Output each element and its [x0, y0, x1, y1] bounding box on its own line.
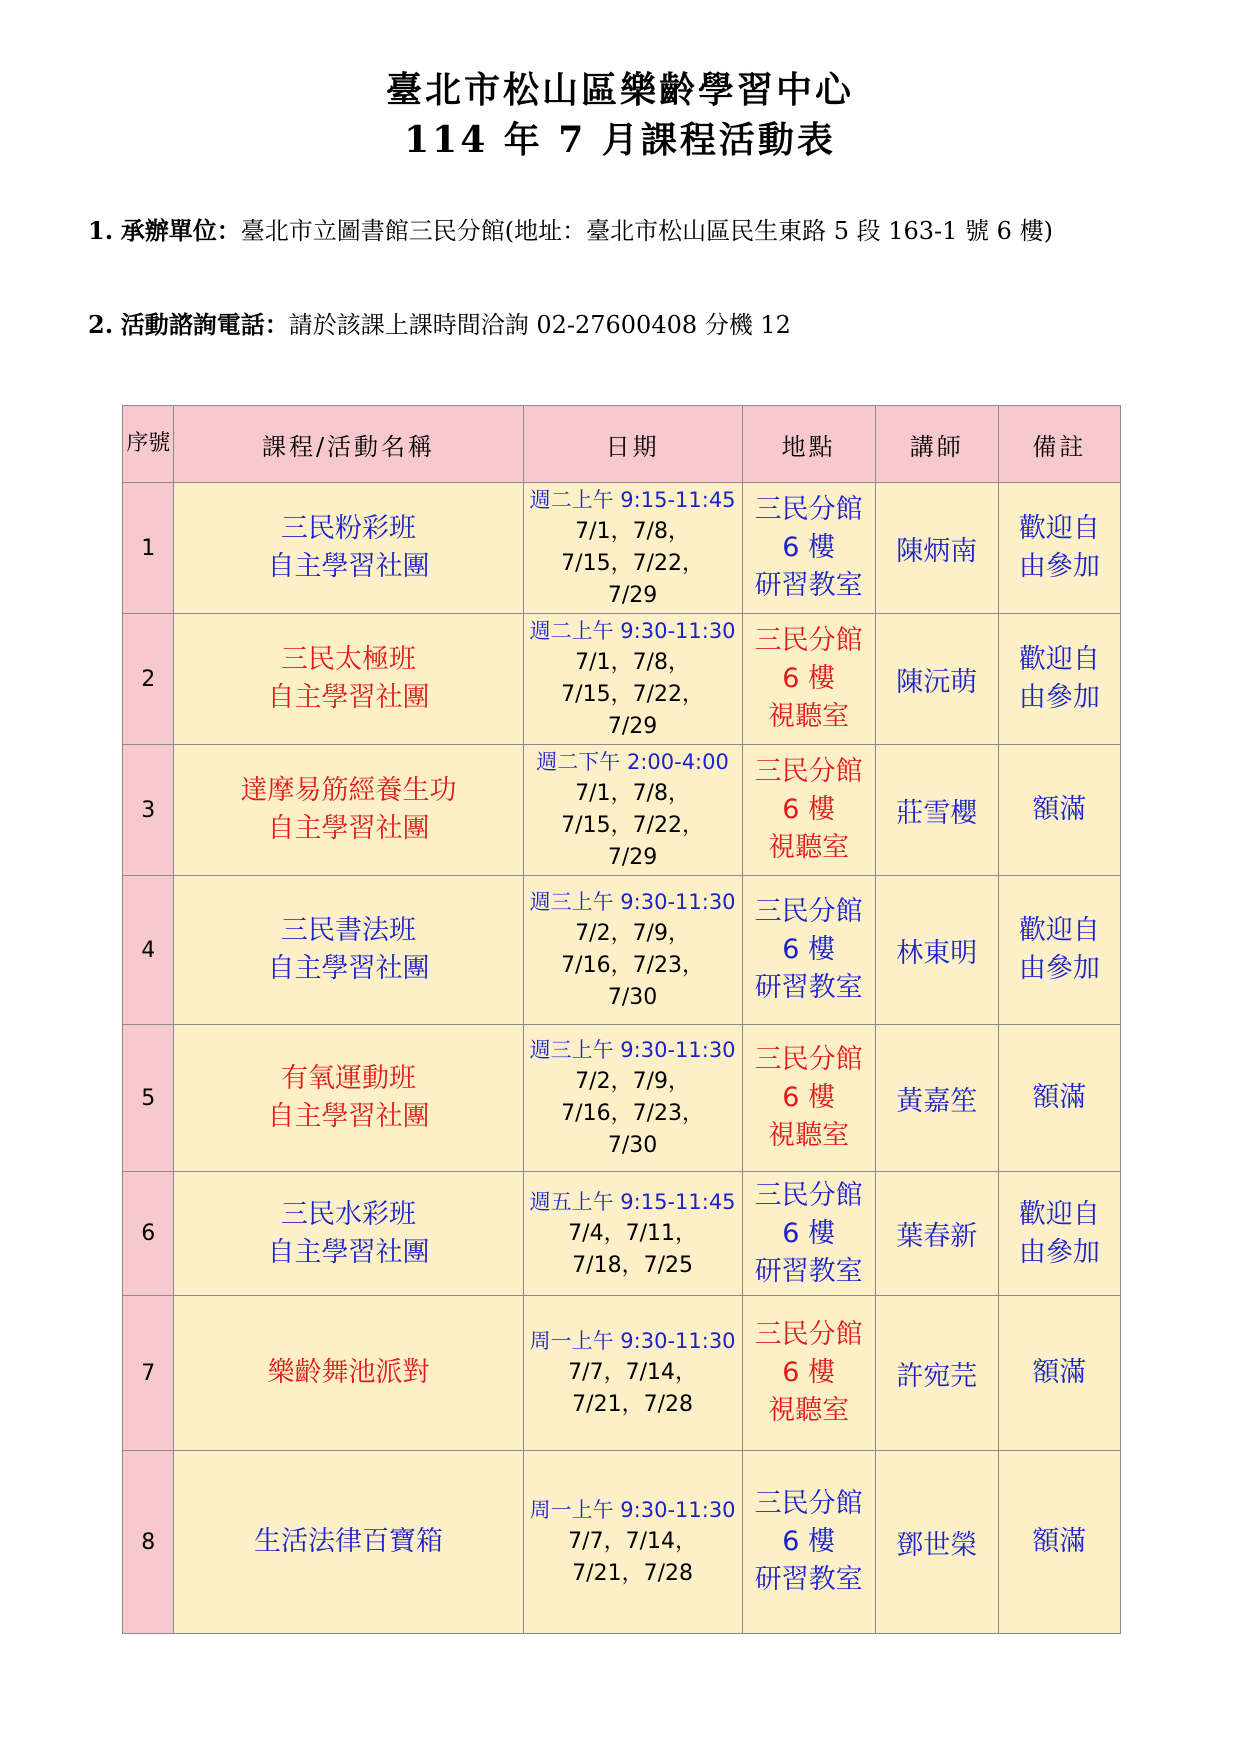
course-title: 三民太極班 — [281, 644, 417, 675]
header-name: 課程/活動名稱 — [174, 406, 523, 483]
date-line: 7/7，7/14， — [568, 1529, 697, 1554]
weekday-time: 週二下午 2:00-4:00 — [536, 750, 729, 774]
course-title: 達摩易筋經養生功 — [240, 775, 457, 806]
location — [742, 483, 875, 614]
teacher: 陳炳南 — [875, 483, 998, 614]
location-branch: 三民分館 — [754, 625, 863, 656]
remark-line: 額滿 — [1032, 1357, 1087, 1388]
teacher: 莊雪櫻 — [875, 745, 998, 876]
course-date — [523, 876, 742, 1025]
course-name — [174, 483, 523, 614]
date-line: 7/16，7/23， — [561, 1101, 704, 1126]
table-row — [123, 483, 1121, 614]
date-line: 7/29 — [607, 845, 658, 870]
teacher: 許宛芫 — [875, 1296, 998, 1451]
remark — [998, 876, 1120, 1025]
date-line: 7/1，7/8， — [575, 781, 690, 806]
location — [742, 745, 875, 876]
remark-line: 由參加 — [1018, 551, 1100, 582]
remark — [998, 1025, 1120, 1172]
remark-line: 額滿 — [1032, 794, 1087, 825]
row-number: 2 — [123, 614, 174, 745]
contact-label: 活動諮詢電話： — [120, 310, 289, 339]
table-row — [123, 1296, 1121, 1451]
course-date — [523, 483, 742, 614]
table-row — [123, 1451, 1121, 1634]
date-line: 7/16，7/23， — [561, 953, 704, 978]
course-title: 有氧運動班 — [281, 1063, 417, 1094]
date-line: 7/15，7/22， — [561, 551, 704, 576]
table-row — [123, 614, 1121, 745]
table-row — [123, 745, 1121, 876]
course-type: 自主學習社團 — [267, 813, 430, 844]
course-date — [523, 614, 742, 745]
remark-line: 歡迎自 — [1018, 1198, 1100, 1230]
course-title: 生活法律百寶箱 — [254, 1526, 444, 1557]
weekday-time: 週三上午 9:30-11:30 — [529, 890, 736, 914]
location-room: 研習教室 — [754, 1564, 863, 1595]
header-date: 日期 — [523, 406, 742, 483]
remark — [998, 1172, 1120, 1296]
remark-line: 額滿 — [1032, 1526, 1087, 1557]
location-room: 視聽室 — [768, 701, 850, 732]
remark-line: 由參加 — [1018, 953, 1100, 984]
teacher: 葉春新 — [875, 1172, 998, 1296]
course-title: 三民書法班 — [281, 915, 417, 946]
row-number: 4 — [123, 876, 174, 1025]
location — [742, 1296, 875, 1451]
contact-text: 請於該課上課時間洽詢 02-27600408 分機 12 — [288, 311, 791, 339]
teacher: 鄧世榮 — [875, 1451, 998, 1634]
remark — [998, 483, 1120, 614]
table-header-row — [123, 406, 1121, 483]
item-number: 2. — [88, 310, 114, 339]
location-floor: 6 樓 — [782, 1217, 836, 1249]
remark-line: 歡迎自 — [1018, 644, 1100, 675]
date-line: 7/29 — [607, 714, 658, 739]
location-room: 視聽室 — [768, 832, 850, 863]
date-line: 7/4，7/11， — [568, 1220, 697, 1246]
item-number: 1. — [88, 216, 114, 245]
location-branch: 三民分館 — [754, 1179, 863, 1211]
course-name — [174, 614, 523, 745]
remark-line: 歡迎自 — [1018, 513, 1100, 544]
location — [742, 1172, 875, 1296]
remark-line: 由參加 — [1018, 682, 1100, 713]
location-room: 研習教室 — [754, 1255, 863, 1287]
date-line: 7/29 — [607, 583, 658, 608]
location-room: 視聽室 — [768, 1395, 850, 1426]
remark-line: 歡迎自 — [1018, 915, 1100, 946]
organizer-text: 臺北市立圖書館三民分館(地址：臺北市松山區民生東路 5 段 163-1 號 6 樓) — [240, 217, 1053, 245]
location — [742, 614, 875, 745]
course-date — [523, 1451, 742, 1634]
header-teacher: 講師 — [875, 406, 998, 483]
course-date — [523, 1296, 742, 1451]
teacher: 陳沅萌 — [875, 614, 998, 745]
remark-line: 由參加 — [1018, 1236, 1100, 1268]
location-floor: 6 樓 — [782, 532, 836, 563]
course-type: 自主學習社團 — [267, 551, 430, 582]
remark — [998, 1296, 1120, 1451]
weekday-time: 週二上午 9:15-11:45 — [529, 488, 736, 512]
location-branch: 三民分館 — [754, 756, 863, 787]
row-number: 8 — [123, 1451, 174, 1634]
row-number: 1 — [123, 483, 174, 614]
course-title: 三民水彩班 — [281, 1198, 417, 1230]
organizer-label: 承辦單位： — [120, 216, 241, 245]
teacher: 林東明 — [875, 876, 998, 1025]
course-date — [523, 1172, 742, 1296]
date-line: 7/15，7/22， — [561, 682, 704, 707]
header-remark: 備註 — [998, 406, 1120, 483]
location-floor: 6 樓 — [782, 663, 836, 694]
remark — [998, 614, 1120, 745]
course-type: 自主學習社團 — [267, 1236, 430, 1268]
course-type: 自主學習社團 — [267, 953, 430, 984]
location-branch: 三民分館 — [754, 494, 863, 525]
course-title: 三民粉彩班 — [281, 513, 417, 544]
document-title: 臺北市松山區樂齡學習中心 — [385, 69, 854, 111]
teacher: 黃嘉笙 — [875, 1025, 998, 1172]
row-number: 7 — [123, 1296, 174, 1451]
location-floor: 6 樓 — [782, 794, 836, 825]
contact-info — [28, 306, 1198, 344]
weekday-time: 周一上午 9:30-11:30 — [529, 1498, 736, 1522]
date-line: 7/15，7/22， — [561, 813, 704, 838]
date-line: 7/18，7/25 — [572, 1252, 693, 1278]
course-type: 自主學習社團 — [267, 1101, 430, 1132]
date-line: 7/21，7/28 — [572, 1392, 693, 1417]
organizer-info — [28, 212, 1198, 250]
location-branch: 三民分館 — [754, 1488, 863, 1519]
weekday-time: 周一上午 9:30-11:30 — [529, 1329, 736, 1353]
remark — [998, 1451, 1120, 1634]
course-title: 樂齡舞池派對 — [267, 1357, 430, 1388]
schedule-table — [122, 405, 1121, 1634]
row-number: 6 — [123, 1172, 174, 1296]
course-name — [174, 1025, 523, 1172]
table-row — [123, 1025, 1121, 1172]
remark-line: 額滿 — [1032, 1082, 1087, 1113]
document-subtitle: 114 年 7 月課程活動表 — [404, 119, 836, 161]
location-room: 研習教室 — [754, 570, 863, 601]
header-no: 序號 — [123, 406, 174, 483]
date-line: 7/7，7/14， — [568, 1360, 697, 1385]
location-branch: 三民分館 — [754, 896, 863, 927]
location — [742, 876, 875, 1025]
location-branch: 三民分館 — [754, 1044, 863, 1075]
date-line: 7/2，7/9， — [575, 921, 690, 946]
course-name — [174, 1296, 523, 1451]
location-floor: 6 樓 — [782, 1357, 836, 1388]
course-type: 自主學習社團 — [267, 682, 430, 713]
course-name — [174, 876, 523, 1025]
date-line: 7/30 — [607, 1133, 658, 1158]
row-number: 3 — [123, 745, 174, 876]
course-date — [523, 1025, 742, 1172]
location — [742, 1025, 875, 1172]
date-line: 7/21，7/28 — [572, 1561, 693, 1586]
location-floor: 6 樓 — [782, 934, 836, 965]
date-line: 7/2，7/9， — [575, 1069, 690, 1094]
row-number: 5 — [123, 1025, 174, 1172]
table-row — [123, 876, 1121, 1025]
remark — [998, 745, 1120, 876]
location-room: 視聽室 — [768, 1120, 850, 1151]
date-line: 7/1，7/8， — [575, 650, 690, 675]
weekday-time: 週三上午 9:30-11:30 — [529, 1038, 736, 1062]
header-location: 地點 — [742, 406, 875, 483]
course-name — [174, 1451, 523, 1634]
location-room: 研習教室 — [754, 972, 863, 1003]
location-floor: 6 樓 — [782, 1526, 836, 1557]
course-name — [174, 1172, 523, 1296]
location-floor: 6 樓 — [782, 1082, 836, 1113]
table-row — [123, 1172, 1121, 1296]
date-line: 7/30 — [607, 985, 658, 1010]
course-date — [523, 745, 742, 876]
location-branch: 三民分館 — [754, 1319, 863, 1350]
date-line: 7/1，7/8， — [575, 519, 690, 544]
weekday-time: 週五上午 9:15-11:45 — [529, 1189, 736, 1214]
location — [742, 1451, 875, 1634]
weekday-time: 週二上午 9:30-11:30 — [529, 619, 736, 643]
course-name — [174, 745, 523, 876]
